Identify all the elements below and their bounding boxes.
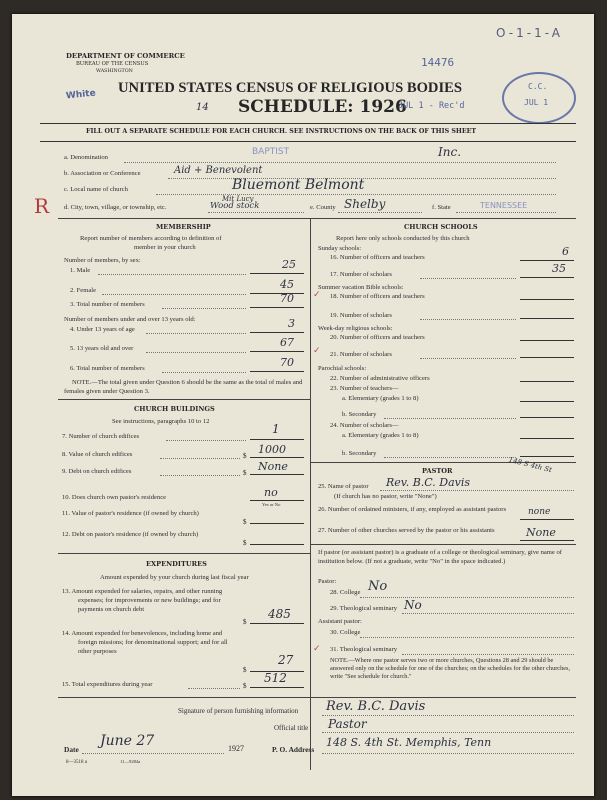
members-by-sex-head: Number of members, by sex: [64, 257, 141, 264]
q6-leader [162, 372, 246, 373]
signature-label: Signature of person furnishing information [178, 707, 299, 715]
q11-box [250, 514, 304, 524]
q15-value: 512 [264, 671, 287, 685]
q5-label: 5. 13 years old and over [70, 345, 134, 352]
po-address-line [322, 753, 574, 754]
official-title-line [322, 732, 574, 733]
instructions-line: FILL OUT A SEPARATE SCHEDULE FOR EACH CHURCH. SEE INSTRUCTIONS ON THE BACK OF THIS SHEET [86, 128, 477, 135]
q23b-box [520, 408, 574, 418]
q13-dollar: $ [243, 618, 247, 626]
q24b-leader [384, 457, 516, 458]
association-value: Aid + Benevolent [174, 165, 263, 176]
denomination-line [124, 162, 556, 163]
q18-box [520, 290, 574, 300]
county-value: Shelby [344, 197, 386, 211]
q9-label: 9. Debt on church edifices [62, 468, 132, 475]
pastor-head: Pastor: [318, 578, 337, 585]
q10-value: no [264, 486, 278, 499]
line-number: 14 [196, 102, 209, 113]
q19-label: 19. Number of scholars [330, 312, 392, 319]
sunday-schools-head: Sunday schools: [318, 245, 362, 252]
q24b-box [520, 447, 574, 457]
membership-note: NOTE.—The total given under Question 6 should be the same as the total of males and females given under Question 3. [64, 379, 303, 395]
q26-value: none [528, 507, 551, 517]
q7-label: 7. Number of church edifices [62, 433, 140, 440]
q23b-leader [384, 418, 516, 419]
column-divider [310, 218, 311, 770]
graduate-instructions: If pastor (or assistant pastor) is a graduate of a college or theological seminary, give name of institution below. (If not a graduate, write "No" in the space indicated.) [318, 549, 563, 565]
q21-label: 21. Number of scholars [330, 351, 392, 358]
state-value: TENNESSEE [480, 201, 528, 210]
q25-label: 25. Name of pastor [318, 483, 369, 490]
q6-value: 70 [280, 356, 294, 369]
county-label: e. County [310, 204, 336, 211]
form-title: UNITED STATES CENSUS OF RELIGIOUS BODIES [118, 80, 462, 96]
q30-line [360, 637, 574, 638]
buildings-subtitle: See instructions, paragraphs 10 to 12 [112, 418, 210, 425]
q7-value: 1 [272, 422, 280, 436]
q9-value: None [258, 460, 288, 473]
county-line [338, 212, 422, 213]
official-title-value: Pastor [328, 717, 367, 731]
instructions-divider [40, 141, 576, 142]
q18-check-icon: ✓ [313, 290, 321, 300]
q22-box [520, 372, 574, 382]
bureau-city: WASHINGTON [96, 69, 133, 74]
q13-value: 485 [268, 607, 291, 621]
membership-divider [58, 399, 310, 400]
received-date-stamp: JUL 1 - Rec'd [398, 101, 465, 111]
q20-label: 20. Number of officers and teachers [330, 334, 425, 341]
membership-intro-2: member in your church [134, 244, 196, 251]
q1-value: 25 [282, 258, 296, 271]
city-value: Wood stock [210, 201, 260, 211]
pastor-title: PASTOR [422, 467, 453, 475]
q9-leader [160, 475, 240, 476]
date-value: June 27 [100, 733, 155, 749]
q23-label: 23. Number of teachers— [330, 385, 399, 392]
q16-label: 16. Number of officers and teachers [330, 254, 425, 261]
q8-label: 8. Value of church edifices [62, 451, 133, 458]
red-r-mark: R [34, 194, 50, 218]
header-divider [40, 123, 576, 124]
official-title-label: Official title [274, 724, 309, 732]
summer-schools-head: Summer vacation Bible schools: [318, 284, 404, 291]
q29-line [402, 613, 574, 614]
q6-box [250, 362, 304, 372]
denomination-value: Inc. [438, 145, 462, 159]
q20-box [520, 331, 574, 341]
q27-value: None [526, 526, 556, 539]
q25-line [380, 490, 574, 491]
q2-value: 45 [280, 278, 294, 291]
q14-dollar: $ [243, 666, 247, 674]
po-address-label: P. O. Address [272, 745, 315, 754]
white-stamp: White [65, 88, 97, 102]
q8-dollar: $ [243, 452, 247, 460]
state-line [456, 212, 556, 213]
expenditures-title: EXPENDITURES [146, 560, 207, 568]
bureau-name: BUREAU OF THE CENSUS [76, 61, 149, 67]
signature-value: Rev. B.C. Davis [326, 699, 426, 714]
q15-dollar: $ [243, 682, 247, 690]
q29-label: 29. Theological seminary [330, 605, 398, 612]
q31-check-icon: ✓ [313, 644, 321, 654]
q2-label: 2. Female [70, 287, 97, 294]
q24b-label: b. Secondary [342, 450, 377, 457]
schedule-title: SCHEDULE: 1926 [238, 97, 407, 117]
q5-box [250, 342, 304, 352]
membership-intro-1: Report number of members according to definition of [80, 235, 222, 242]
q14-value: 27 [278, 653, 294, 667]
q21-check-icon: ✓ [313, 346, 321, 356]
q23b-label: b. Secondary [342, 411, 377, 418]
date-label: Date [64, 745, 79, 754]
city-line [208, 212, 304, 213]
q4-label: 4. Under 13 years of age [70, 326, 135, 333]
q25-value: Rev. B.C. Davis [386, 476, 471, 489]
q3-box [250, 298, 304, 308]
local-name-line [156, 194, 556, 195]
weekday-schools-head: Week-day religious schools: [318, 325, 393, 332]
q28-label: 28. College [330, 589, 361, 596]
q4-leader [146, 333, 246, 334]
lower-divider [58, 697, 576, 698]
city-above-note: Mit Lucy [222, 195, 254, 203]
cc-stamp: C.C. [528, 82, 548, 91]
q24a-box [520, 429, 574, 439]
q7-leader [166, 440, 246, 441]
q6-label: 6. Total number of members [70, 365, 145, 372]
membership-title: MEMBERSHIP [156, 223, 211, 231]
q1-label: 1. Male [70, 267, 91, 274]
signature-line [322, 715, 574, 716]
q11-dollar: $ [243, 518, 247, 526]
q9-dollar: $ [243, 469, 247, 477]
q4-box [250, 323, 304, 333]
q3-leader [162, 308, 246, 309]
local-name-value: Bluemont Belmont [232, 177, 365, 193]
q26-label: 26. Number of ordained ministers, if any, employed as assistant pastors [318, 506, 507, 513]
q1-leader [98, 274, 246, 275]
q23a-box [520, 392, 574, 402]
q16-value: 6 [562, 245, 569, 258]
q2-leader [102, 294, 246, 295]
q17-leader [420, 278, 516, 279]
pastor-divider [310, 544, 576, 545]
q24a-label: a. Elementary (grades 1 to 8) [342, 432, 419, 439]
form-code: O-1-1-A [496, 26, 563, 40]
q31-line [402, 654, 574, 655]
date-line [82, 753, 224, 754]
q28-line [360, 597, 574, 598]
q21-box [520, 348, 574, 358]
q8-leader [160, 458, 240, 459]
q15-label: 15. Total expenditures during year [62, 681, 153, 688]
q25-side-note: 148 S 4th St [507, 455, 553, 475]
assistant-pastor-head: Assistant pastor: [318, 618, 362, 625]
q30-label: 30. College [330, 629, 361, 636]
q5-value: 67 [280, 336, 294, 349]
members-by-age-head: Number of members under and over 13 years old: [64, 316, 196, 323]
buildings-divider [58, 553, 310, 554]
pastor-note: NOTE.—Where one pastor serves two or more churches, Questions 28 and 29 should be answered only on the schedule for one of the churches; on the schedules for the other churches, write "See schedule for church." [330, 657, 571, 681]
schools-subtitle: Report here only schools conducted by this church [336, 235, 470, 242]
print-code: 8—3518 a [66, 760, 87, 765]
q25-hint: (If church has no pastor, write "None") [334, 493, 437, 500]
buildings-title: CHURCH BUILDINGS [134, 405, 215, 413]
denomination-stamp: BAPTIST [252, 147, 290, 157]
q12-dollar: $ [243, 539, 247, 547]
q10-hint: Yes or No [262, 502, 281, 507]
q17-value: 35 [552, 262, 566, 275]
department-name: DEPARTMENT OF COMMERCE [66, 52, 185, 60]
q12-box [250, 535, 304, 545]
q13-label: 13. Amount expended for salaries, repairs, and other running expenses; for improvements or new buildings; and for payments on church debt [62, 588, 223, 613]
local-name-label: c. Local name of church [64, 186, 128, 193]
parochial-schools-head: Parochial schools: [318, 365, 367, 372]
q22-label: 22. Number of administrative officers [330, 375, 430, 382]
state-label: f. State [432, 204, 451, 211]
q14-label: 14. Amount expended for benevolences, including home and foreign missions; for denominational support; and for all other purposes [62, 630, 228, 655]
q5-leader [146, 352, 246, 353]
cc-stamp-date: JUL 1 [524, 98, 549, 107]
q28-value: No [368, 579, 388, 594]
q15-leader [188, 688, 240, 689]
denomination-label: a. Denomination [64, 154, 108, 161]
print-code-2: 11—9284a [120, 759, 141, 764]
po-address-value: 148 S. 4th St. Memphis, Tenn [326, 736, 492, 749]
serial-number-stamp: 14476 [421, 56, 455, 69]
section-divider-top [58, 218, 576, 219]
q17-label: 17. Number of scholars [330, 271, 392, 278]
schools-title: CHURCH SCHOOLS [404, 223, 478, 231]
q11-label: 11. Value of pastor's residence (if owned by church) [62, 510, 199, 517]
expenditures-subtitle: Amount expended by your church during last fiscal year [100, 574, 249, 581]
q12-label: 12. Debt on pastor's residence (if owned by church) [62, 531, 199, 538]
q8-value: 1000 [258, 443, 286, 456]
q21-leader [420, 358, 516, 359]
date-year: 1927 [228, 744, 244, 753]
q18-label: 18. Number of officers and teachers [330, 293, 425, 300]
q19-box [520, 309, 574, 319]
association-label: b. Association or Conference [64, 170, 141, 177]
q19-leader [420, 319, 516, 320]
q31-label: 31. Theological seminary [330, 646, 398, 653]
q24-label: 24. Number of scholars— [330, 422, 399, 429]
q10-label: 10. Does church own pastor's residence [62, 494, 167, 501]
q4-value: 3 [288, 317, 295, 330]
q27-label: 27. Number of other churches served by the pastor or his assistants [318, 527, 495, 534]
city-label: d. City, town, village, or township, etc. [64, 204, 167, 211]
q3-label: 3. Total number of members [70, 301, 145, 308]
q2-box [250, 284, 304, 294]
q23a-label: a. Elementary (grades 1 to 8) [342, 395, 419, 402]
q3-value: 70 [280, 292, 294, 305]
q29-value: No [404, 598, 422, 612]
